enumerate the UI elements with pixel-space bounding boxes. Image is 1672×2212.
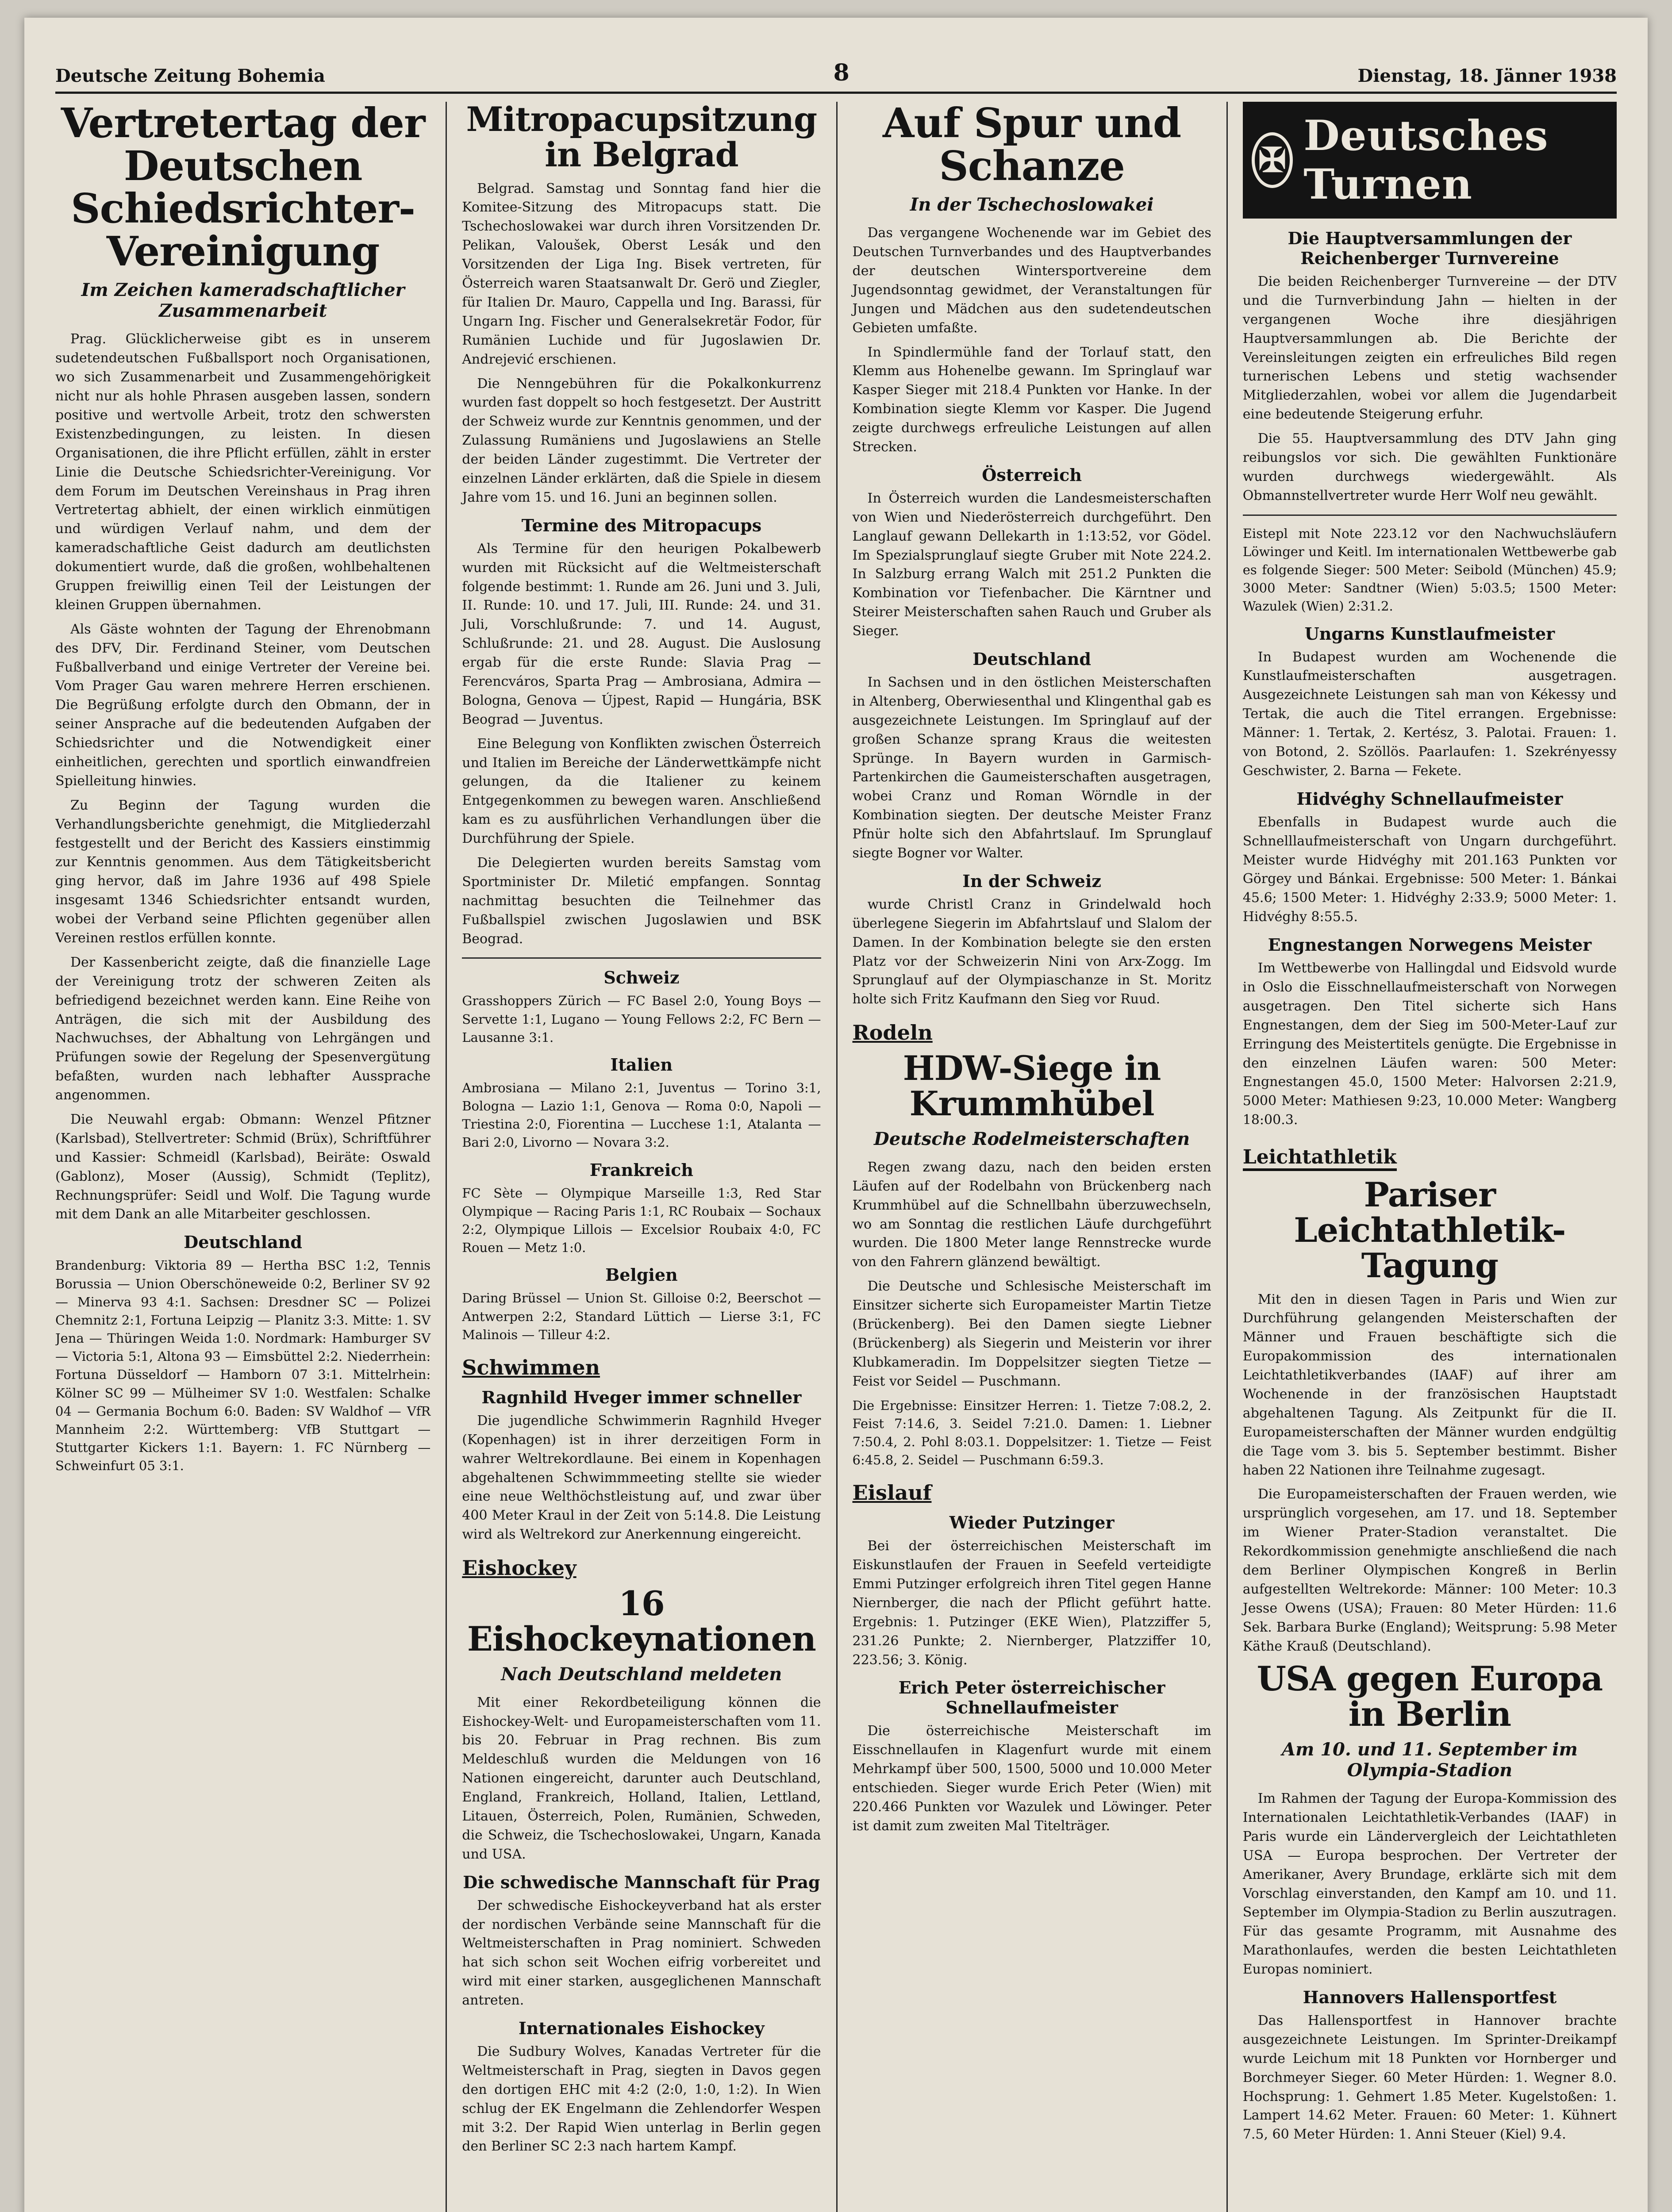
article-paragraph: Ebenfalls in Budapest wurde auch die Schnelllaufmeisterschaft von Ungarn durchgeführt. Meister wurde Hidvéghy mit 201.163 Punkten vor Görgey und Bánkai. Ergebnisse: 500 Meter: 1. Bánkai 45.6; 1500 Meter: 1. Hidvéghy 2:33.9; 5000 Meter: 1. Hidvéghy 8:55.5. xyxy=(1242,814,1617,925)
article-headline-mitropacup: Mitropacupsitzung in Belgrad xyxy=(466,102,817,174)
section-heading-belgium: Belgien xyxy=(605,1265,678,1285)
results-list: Die Ergebnisse: Einsitzer Herren: 1. Tietze 7:08.2, 2. Feist 7:14.6, 3. Seidel 7:21.0. Damen: 1. Liebner 7:50.4, 2. Pohl 8:03.1. Doppelsitzer: 1. Tietze — Feist 6:45.8, 2. Seidel — Puschmann 6:59.3. xyxy=(852,1398,1211,1468)
section-banner-gymnastics xyxy=(1243,102,1617,219)
article-paragraph: Der schwedische Eishockeyverband hat als erster der nordischen Verbände seine Mannschaft für die Weltmeisterschaften in Prag nominiert. Schweden hat sich schon seit Wochen eifrig vorbereitet und wird mit einer starken, ausgeglichenen Mannschaft antreten. xyxy=(462,1897,821,2008)
article-paragraph: Die 55. Hauptversammlung des DTV Jahn ging reibungslos vor sich. Die gewählten Funktionäre wurden durchwegs wiedergewählt. Als Obmannstellvertreter wurde Herr Wolf neu gewählt. xyxy=(1242,431,1617,503)
article-paragraph: Mit einer Rekordbeteiligung können die Eishockey-Welt- und Europameisterschaften vom 11. bis 20. Februar in Prag rechnen. Bis zum Meldeschluß wurden die Meldungen von 16 Nationen eingereicht, darunter auch Deutschland, England, Frankreich, Holland, Italien, Lettland, Litauen, Österreich, Polen, Rumänien, Schweden, die Schweiz, die Tschechoslowakei, Ungarn, Kanada und USA. xyxy=(462,1694,821,1862)
article-paragraph: Zu Beginn der Tagung wurden die Verhandlungsberichte genehmigt, die Mitgliederzahl festgestellt und der Bericht des Kassiers einstimmig zur Kenntnis genommen. Aus dem Tätigkeitsbericht ging hervor, daß im Jahre 1936 auf 498 Spiele insgesamt 1346 Schiedsrichter entsandt wurden, wobei der Verband seine Pflichten gegenüber allen Vereinen restlos erfüllen konnte. xyxy=(55,797,431,946)
results-list: FC Sète — Olympique Marseille 1:3, Red Star Olympique — Racing Paris 1:1, RC Roubaix — Sochaux 2:2, Olympique Lillois — Excelsior Roubaix 4:0, FC Rouen — Metz 1:0. xyxy=(462,1185,821,1256)
article-paragraph: Die Delegierten wurden bereits Samstag vom Sportminister Dr. Miletić empfangen. Sonntag nachmittag besuchten die Teilnehmer das Fußballspiel zwischen Jugoslawien und BSK Beograd. xyxy=(462,855,821,947)
turner-emblem-icon: ✠ xyxy=(1252,132,1293,188)
article-subheadline: In der Tschechoslowakei xyxy=(910,194,1154,215)
subheading-hannover: Hannovers Hallensportfest xyxy=(1303,1987,1557,2007)
article-paragraph: Regen zwang dazu, nach den beiden ersten Läufen auf der Rodelbahn von Brückenberg nach Krummhübel auf die Schnellbahn überzuwechseln, wo am Sonntag die restlichen Läufe durchgeführt wurden. Die 1800 Meter lange Rennstrecke wurde von den Fahrern glänzend bewältigt. xyxy=(852,1159,1211,1270)
column-grid xyxy=(55,102,1617,2212)
article-paragraph: Im Wettbewerbe von Hallingdal und Eidsvold wurde in Oslo die Eisschnellaufmeisterschaft von Norwegen ausgetragen. Den Titel sicherte sich Hans Engnestangen, dem der Sieg im 500-Meter-Lauf zur Erringung des Meistertitels genügte. Die Ergebnisse in den einzelnen Läufen waren: 500 Meter: Engnestangen 45.0, 1500 Meter: Halvorsen 2:21.9, 5000 Meter: Mathiesen 9:23, 10.000 Meter: Wangberg 18:00.3. xyxy=(1242,960,1617,1128)
article-headline-ski: Auf Spur und Schanze xyxy=(883,102,1181,190)
article-headline-paris-athletics: Pariser Leichtathletik-Tagung xyxy=(1294,1175,1566,1285)
article-paragraph: Das vergangene Wochenende war im Gebiet des Deutschen Turnverbandes und des Hauptverbandes der deutschen Wintersportvereine dem Jugendsonntag gewidmet, der Veranstaltungen für Jungen und Mädchen aus den sudetendeutschen Gebieten umfaßte. xyxy=(852,225,1211,336)
section-heading-icehockey: Eishockey xyxy=(462,1556,577,1580)
subheading-engnestangen: Engnestangen Norwegens Meister xyxy=(1268,935,1592,955)
article-paragraph: Belgrad. Samstag und Sonntag fand hier die Komitee-Sitzung des Mitropacups statt. Die Tschechoslowakei war durch ihren Vorsitzenden Dr. Pelikan, Valoušek, Oberst Lesák und den Vorsitzenden der Liga Ing. Bisek vertreten, für Österreich waren Staatsanwalt Dr. Gerö und Ziegler, für Italien Dr. Mauro, Cappella und Ing. Barassi, für Ungarn Ing. Fischer und Generalsekretär Fodor, für Rumänien Luchide und für Jugoslawien Dr. Andrejević erschienen. xyxy=(462,180,821,367)
article-paragraph: Als Termine für den heurigen Pokalbewerb wurden mit Rücksicht auf die Weltmeisterschaft folgende bestimmt: 1. Runde am 26. Juni und 3. Juli, II. Runde: 10. und 17. Juli, III. Runde: 24. und 31. Juli, Vorschlußrunde: 7. und 14. August, Schlußrunde: 21. und 28. August. Die Auslosung ergab für die erste Runde: Slavia Prag — Ferencváros, Sparta Prag — Ambrosiana, Admira — Bologna, Genova — Újpest, Rapid — Hungária, BSK Beograd — Juventus. xyxy=(462,541,821,727)
article-paragraph: Bei der österreichischen Meisterschaft im Eiskunstlaufen der Frauen in Seefeld verteidigte Emmi Putzinger erfolgreich ihren Titel gegen Hanne Niernberger, die nach der Pflicht geführt hatte. Ergebnis: 1. Putzinger (EKE Wien), Platzziffer 5, 231.26 Punkte; 2. Niernberger, Platzziffer 10, 223.56; 3. König. xyxy=(852,1538,1211,1668)
section-heading-skating: Eislauf xyxy=(852,1481,932,1505)
section-heading-swimming: Schwimmen xyxy=(462,1355,600,1379)
article-paragraph: Die Sudbury Wolves, Kanadas Vertreter für die Weltmeisterschaft in Prag, siegten in Davos gegen den dortigen EHC mit 4:2 (2:0, 1:0, 1:2). In Wien schlug der EK Engelmann die Zehlendorfer Wespen mit 3:2. Der Rapid Wien unterlag in Berlin gegen den Berliner SC 2:3 nach hartem Kampf. xyxy=(462,2044,821,2154)
section-heading-italy: Italien xyxy=(610,1054,673,1075)
article-paragraph: Die österreichische Meisterschaft im Eisschnellaufen in Klagenfurt wurde mit einem Mehrkampf über 500, 1500, 5000 und 10.000 Meter entschieden. Sieger wurde Erich Peter (Wien) mit 220.466 Punkten vor Wazulek und Löwinger. Peter ist damit zum zweiten Mal Titelträger. xyxy=(852,1723,1211,1834)
results-list: Daring Brüssel — Union St. Gilloise 0:2, Beerschot — Antwerpen 2:2, Standard Lüttich — Lierse 3:1, FC Malinois — Tilleur 4:2. xyxy=(462,1290,821,1342)
article-paragraph: Die jugendliche Schwimmerin Ragnhild Hveger (Kopenhagen) ist in ihrer derzeitigen Form in wahrer Weltrekordlaune. Bei einem in Kopenhagen abgehaltenen Schwimmmeeting stellte sie wieder eine neue Welthöchstleistung auf, und zwar über 400 Meter Kraul in der Zeit von 5:14.8. Die Leistung wird als Weltrekord zur Anerkennung eingereicht. xyxy=(462,1413,821,1543)
results-list: Brandenburg: Viktoria 89 — Hertha BSC 1:2, Tennis Borussia — Union Oberschöneweide 0:2, Berliner SV 92 — Minerva 93 4:1. Sachsen: Dresdner SC — Polizei Chemnitz 2:1, Fortuna Leipzig — Planitz 3:3. Mitte: 1. SV Jena — Thüringen Weida 1:0. Nordmark: Hamburger SV — Victoria 5:1, Altona 93 — Eimsbüttel 2:2. Niederrhein: Fortuna Düsseldorf — Hamborn 07 3:1. Mittelrhein: Kölner SC 99 — Mülheimer SV 1:0. Westfalen: Schalke 04 — Germania Bochum 6:0. Baden: SV Waldhof — VfR Mannheim 2:2. Württemberg: VfB Stuttgart — Stuttgarter Kickers 1:1. Bayern: 1. FC Nürnberg — Schweinfurt 05 3:1. xyxy=(55,1258,431,1474)
subheading-hungary-figure-skating: Ungarns Kunstlaufmeister xyxy=(1304,623,1555,644)
article-paragraph: wurde Christl Cranz in Grindelwald hoch überlegene Siegerin im Abfahrtslauf und Slalom der Damen. In der Kombination belegte sie den ersten Platz vor der Schweizerin Nini von Arx-Zogg. Im Sprunglauf auf der Olympiaschanze in St. Moritz holte sich Fritz Kaufmann den Sieg vor Ruud. xyxy=(852,896,1211,1007)
column-2 xyxy=(446,102,836,2212)
subheading-swedish-team: Die schwedische Mannschaft für Prag xyxy=(463,1872,820,1892)
article-subheadline: Am 10. und 11. September im Olympia-Stadion xyxy=(1281,1739,1578,1781)
section-heading-france: Frankreich xyxy=(589,1160,694,1180)
article-paragraph: In Budapest wurden am Wochenende die Kunstlaufmeisterschaften ausgetragen. Ausgezeichnete Leistungen sah man von Kékessy und Tertak, die auch die Titel errangen. Ergebnisse: Männer: 1. Tertak, 2. Kertész, 3. Palotai. Frauen: 1. von Botond, 2. Szöllös. Paarlaufen: 1. Szekrényessy Geschwister, 2. Barna — Fekete. xyxy=(1242,649,1617,779)
section-heading-sledding: Rodeln xyxy=(852,1021,933,1045)
running-header xyxy=(55,38,1617,94)
article-paragraph: Das Hallensportfest in Hannover brachte ausgezeichnete Leistungen. Im Sprinter-Dreikampf wurde Leichum mit 18 Punkten vor Hornberger und Borchmeyer Sieger. 60 Meter Hürden: 1. Wegner 8.0. Hochsprung: 1. Gehmert 1.85 Meter. Kugelstoßen: 1. Lampert 14.62 Meter. Frauen: 60 Meter: 1. Kühnert 7.5, 60 Meter Hürden: 1. Anni Steuer (Kiel) 9.4. xyxy=(1242,2012,1617,2143)
article-subheadline: Nach Deutschland meldeten xyxy=(501,1663,782,1685)
article-paragraph: Als Gäste wohnten der Tagung der Ehrenobmann des DFV, Dir. Ferdinand Steiner, vom Deutschen Fußballverband und einige Vertreter der Vereine bei. Vom Prager Gau waren mehrere Herren erschienen. Die Begrüßung erfolgte durch den Obmann, der in seiner Ansprache auf die bedeutenden Aufgaben der Schiedsrichter und die Notwendigkeit einer einheitlichen, gerechten und sportlich einwandfreien Spielleitung hinwies. xyxy=(55,621,431,789)
subheading-germany: Deutschland xyxy=(972,649,1091,669)
headline-line-1: Vertretertag der Deutschen xyxy=(61,102,425,190)
masthead-title: Deutsche Zeitung Bohemia xyxy=(55,65,325,86)
subheading-austria: Österreich xyxy=(982,465,1082,485)
subheading-switzerland: In der Schweiz xyxy=(962,871,1101,891)
article-headline-putzinger: Wieder Putzinger xyxy=(949,1513,1115,1533)
article-headline-usa-europe: USA gegen Europa in Berlin xyxy=(1257,1659,1603,1734)
issue-date: Dienstag, 18. Jänner 1938 xyxy=(1357,65,1617,86)
article-headline-reichenberg: Die Hauptversammlungen der Reichenberger Turnvereine xyxy=(1288,228,1572,268)
article-paragraph: Die Europameisterschaften der Frauen werden, wie ursprünglich vorgesehen, am 17. und 18. September im Wiener Prater-Stadion veranstaltet. Die Rekordkommission genehmigte anschließend die nach dem Berliner Olympischen Kongreß in Berlin aufgestellten Weltrekorde: Männer: 100 Meter: 10.3 Jesse Owens (USA); Frauen: 80 Meter Hürden: 11.6 Sek. Barbara Burke (England); Weitsprung: 5.98 Meter Käthe Krauß (Deutschland). xyxy=(1242,1486,1617,1654)
column-4 xyxy=(1226,102,1617,2212)
column-3 xyxy=(836,102,1226,2212)
column-1 xyxy=(55,102,446,2212)
article-paragraph: Die Nenngebühren für die Pokalkonkurrenz wurden fast doppelt so hoch festgesetzt. Der Austritt der Schweiz wurde zur Kenntnis genommen, und der Zulassung Rumäniens und Jugoslawiens an Stelle der beiden Länder zugestimmt. Die Vertreter der einzelnen Länder erklärten, daß die Spiele in diesem Jahre vom 15. und 16. Juni an beginnen sollen. xyxy=(462,376,821,505)
subheading-international-icehockey: Internationales Eishockey xyxy=(519,2018,765,2039)
article-headline-hveger: Ragnhild Hveger immer schneller xyxy=(481,1387,802,1407)
article-paragraph: Die beiden Reichenberger Turnvereine — der DTV und die Turnverbindung Jahn — hielten in der vergangenen Woche ihre diesjährigen Hauptversammlungen ab. Die Berichte der Vereinsleitungen zeigten ein erfreuliches Bild regen turnerischen Lebens und stetig wachsender Mitgliederzahlen, wobei vor allem die Jugendarbeit eine bedeutende Steigerung erfuhr. xyxy=(1242,274,1617,422)
newspaper-page xyxy=(24,18,1648,2212)
section-heading-switzerland: Schweiz xyxy=(603,968,680,988)
results-list: Grasshoppers Zürich — FC Basel 2:0, Young Boys — Servette 1:1, Lugano — Young Fellows 2:2, FC Bern — Lausanne 3:1. xyxy=(462,993,821,1045)
section-heading-germany: Deutschland xyxy=(184,1232,302,1252)
divider xyxy=(1243,515,1617,516)
article-paragraph: In Sachsen und in den östlichen Meisterschaften in Altenberg, Oberwiesenthal und Klingenthal gab es ausgezeichnete Leistungen. Im Springlauf auf der großen Schanze sprang Kraus die weitesten Sprünge. In Bayern wurden in Garmisch-Partenkirchen die Gaumeisterschaften ausgetragen, wobei Cranz und Roman Wörndle in der Kombination siegten. Der deutsche Meister Franz Pfnür holte sich den Abfahrtslauf. Im Sprunglauf siegte Bogner vor Walter. xyxy=(852,675,1211,861)
article-paragraph: Mit den in diesen Tagen in Paris und Wien zur Durchführung gelangenden Meisterschaften der Männer und Frauen beschäftigte sich die Europakommission des internationalen Leichtathletikverbandes (IAAF) auf ihrer am Wochenende in der französischen Hauptstadt abgehaltenen Tagung. Als Zeitpunkt für die II. Europameisterschaften der Männer wurden endgültig die Tage vom 3. bis 5. September bestimmt. Bisher haben 22 Nationen ihre Teilnahme zugesagt. xyxy=(1242,1291,1617,1478)
headline-line-2: Schiedsrichter-Vereinigung xyxy=(71,184,415,275)
subheading-hidveghy: Hidvéghy Schnellaufmeister xyxy=(1296,788,1563,809)
divider xyxy=(462,957,821,959)
article-paragraph: Die Deutsche und Schlesische Meisterschaft im Einsitzer sicherte sich Europameister Martin Tietze (Brückenberg). Bei den Damen siegte Liebner (Brückenberg) als Siegerin und Meisterin vor ihrer Klubkameradin. Im Doppelsitzer siegten Tietze — Feist vor Seidel — Puschmann. xyxy=(852,1279,1211,1389)
section-heading-athletics: Leichtathletik xyxy=(1243,1146,1397,1171)
subheading-dates: Termine des Mitropacups xyxy=(521,515,762,535)
results-list: Eistepl mit Note 223.12 vor den Nachwuchsläufern Löwinger und Keitl. Im internationalen Wettbewerbe gab es folgende Sieger: 500 Meter: Seibold (München) 45.9; 3000 Meter: Sandtner (Wien) 5:03.5; 1500 Meter: Wazulek (Wien) 2:31.2. xyxy=(1242,526,1617,614)
banner-title: Deutsches Turnen xyxy=(1303,111,1549,209)
article-paragraph: In Österreich wurden die Landesmeisterschaften von Wien und Niederösterreich durchgeführt. Den Langlauf gewann Dellekarth in 1:13:52, vor Gödel. Im Spezialsprunglauf siegte Gruber mit Note 224.2. In Salzburg errang Walch mit 251.2 Punkten die Kombination vor Tiefenbacher. Die Kärntner und Steirer Meisterschaften sahen Rauch und Gruber als Sieger. xyxy=(852,490,1211,639)
article-paragraph: Die Neuwahl ergab: Obmann: Wenzel Pfitzner (Karlsbad), Stellvertreter: Schmid (Brüx), Schriftführer und Kassier: Schmeidl (Karlsbad), Beiräte: Oswald (Gablonz), Moser (Aussig), Schmidt (Teplitz), Rechnungsprüfer: Seidl und Wolf. Die Tagung wurde mit dem Dank an alle Mitarbeiter geschlossen. xyxy=(55,1112,431,1222)
article-paragraph: Im Rahmen der Tagung der Europa-Kommission des Internationalen Leichtathletik-Verbandes (IAAF) in Paris wurde ein Ländervergleich der Leichtathleten USA — Europa besprochen. Der Vertreter der Amerikaner, Avery Brundage, erklärte sich mit dem Vorschlag einverstanden, den Kampf am 10. und 11. September im Olympia-Stadion zu Berlin auszutragen. Für das gesamte Programm, mit Ausnahme des Marathonlaufes, werden die besten Leichtathleten Europas nominiert. xyxy=(1242,1791,1617,1978)
article-headline-krummhuebel: HDW-Siege in Krummhübel xyxy=(903,1048,1161,1124)
page-number: 8 xyxy=(833,59,849,86)
article-headline-referees xyxy=(55,102,430,273)
article-paragraph: In Spindlermühle fand der Torlauf statt, den Klemm aus Hohenelbe gewann. Im Springlauf war Kasper Sieger mit 218.4 Punkten vor Hanke. In der Kombination siegte Klemm vor Kasper. Die Jugend zeigte durchwegs erfreuliche Leistungen auf allen Strecken. xyxy=(852,344,1211,455)
article-subheadline: Im Zeichen kameradschaftlicher Zusammenarbeit xyxy=(81,280,405,322)
article-subheadline: Deutsche Rodelmeisterschaften xyxy=(874,1128,1190,1149)
article-headline-icehockey-nations: 16 Eishockeynationen xyxy=(467,1584,816,1659)
article-paragraph: Prag. Glücklicherweise gibt es in unserem sudetendeutschen Fußballsport noch Organisationen, wo sich Zusammenarbeit und Zusammengehörigkeit nicht nur als hohle Phrasen ausgeben lassen, sondern positive und wertvolle Arbeit, trotz den schwersten Existenzbedingungen, zu leisten. In diesen Organisationen, die ihre Pflicht erfüllen, zählt in erster Linie die Deutsche Schiedsrichter-Vereinigung. Vor dem Forum im Deutschen Vereinshaus in Prag ihren Vertretertag abhielt, der einen wirklich einmütigen und würdigen Verlauf nahm, und dem der kameradschaftliche Geist dadurch am deutlichsten dokumentiert wurde, daß die großen, wohlbehaltenen Gruppen freiwillig einen Teil der Leistungen der kleinen Gruppen übernahmen. xyxy=(55,331,431,613)
article-paragraph: Eine Belegung von Konflikten zwischen Österreich und Italien im Bereiche der Länderwettkämpfe nicht gelungen, da die Italiener zu keinem Entgegenkommen zu bewegen waren. Anschließend kam es zu ausführlichen Verhandlungen über die Durchführung der Spiele. xyxy=(462,736,821,847)
article-paragraph: Der Kassenbericht zeigte, daß die finanzielle Lage der Vereinigung trotz der schweren Zeiten als befriedigend bezeichnet werden kann. Eine Reihe von Anträgen, die sich mit der Ausbildung des Nachwuchses, der Abhaltung von Lehrgängen und Prüfungen sowie der Regelung der Spesenvergütung befaßten, wurden nach lebhafter Aussprache angenommen. xyxy=(55,954,431,1103)
subheading-speed-skating: Erich Peter österreichischer Schnellaufmeister xyxy=(898,1678,1165,1718)
results-list: Ambrosiana — Milano 2:1, Juventus — Torino 3:1, Bologna — Lazio 1:1, Genova — Roma 0:0, Napoli — Triestina 2:0, Fiorentina — Lucchese 1:1, Atalanta — Bari 2:0, Livorno — Novara 3:2. xyxy=(462,1080,821,1150)
